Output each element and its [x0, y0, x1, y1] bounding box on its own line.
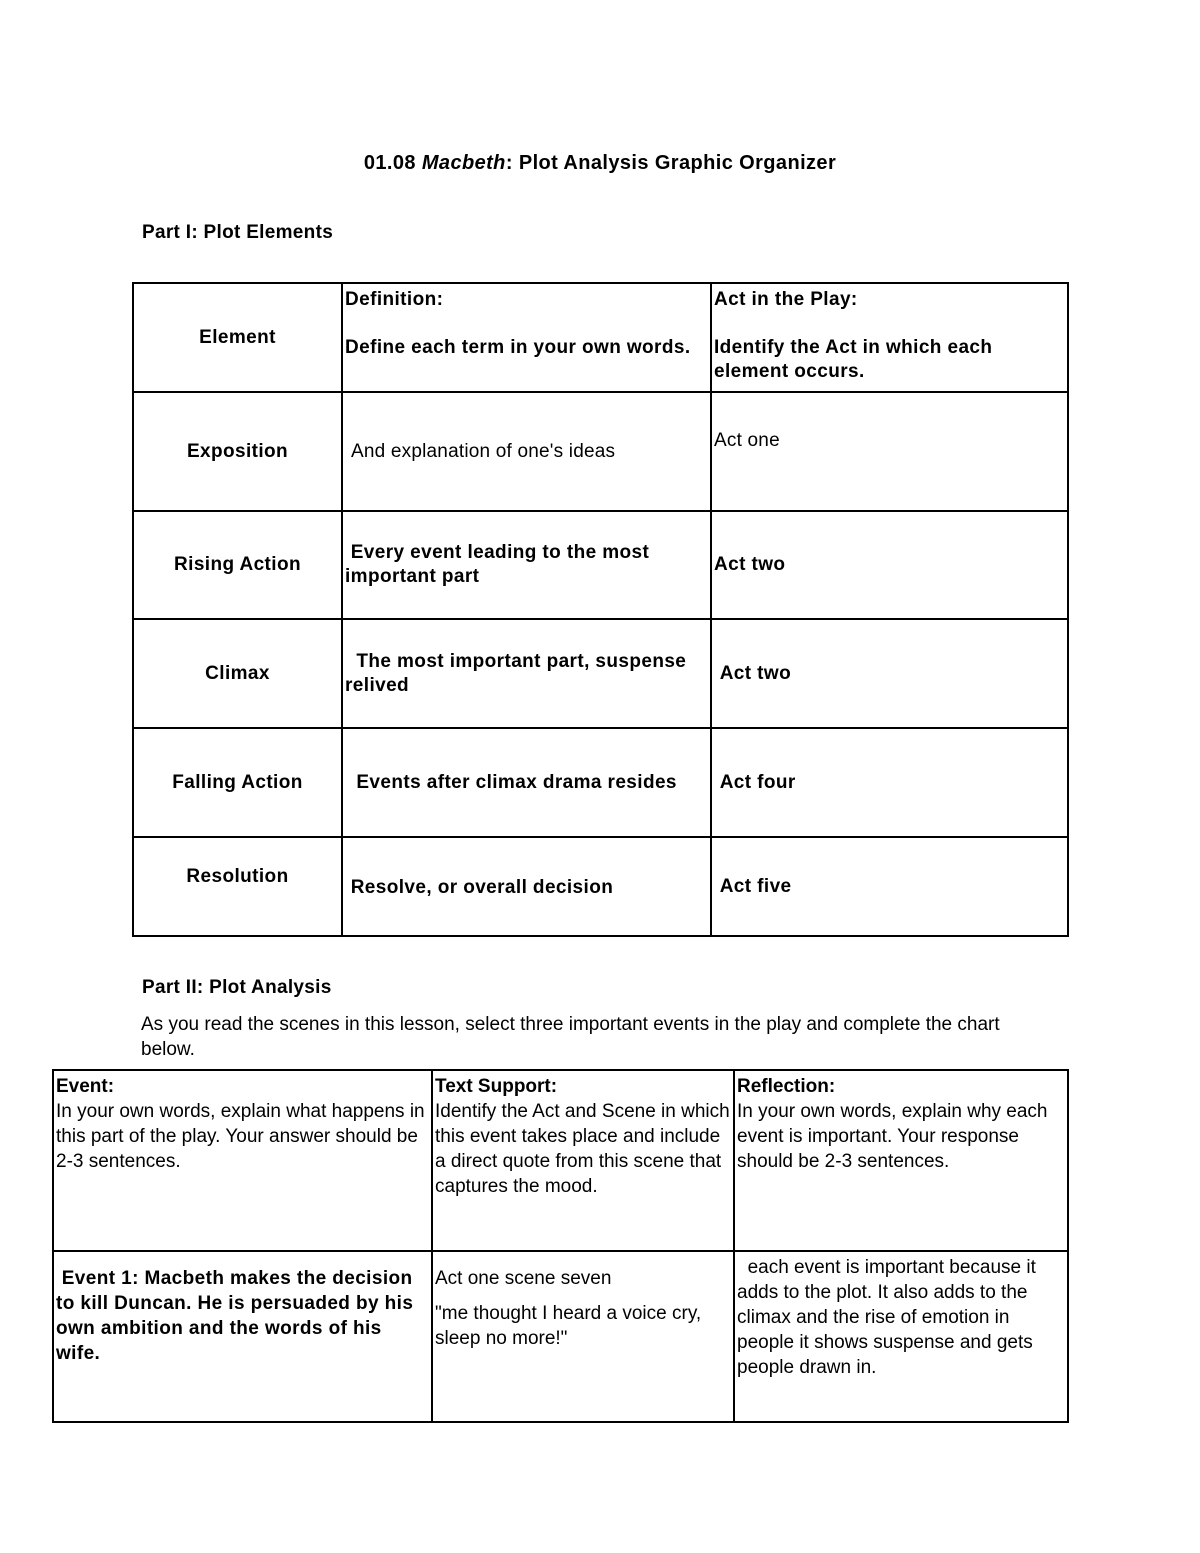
header-definition	[342, 283, 711, 392]
header-definition-instruction: Define each term in your own words.	[345, 337, 691, 358]
table-row	[133, 837, 1068, 936]
header-act	[711, 283, 1068, 392]
part1-heading: Part I: Plot Elements	[142, 222, 334, 243]
event-1-description: Event 1: Macbeth makes the decision to kill Duncan. He is persuaded by his own ambition and the words of his wife.	[53, 1251, 432, 1422]
event-1-reflection: each event is important because it adds to the plot. It also adds to the climax and the rise of emotion in people it shows suspense and gets people drawn in.	[734, 1251, 1068, 1422]
event-1-support	[432, 1251, 734, 1422]
table-header-row	[133, 283, 1068, 392]
act-exposition: Act one	[711, 392, 1068, 511]
table-row	[53, 1251, 1068, 1422]
header-event-instruction: In your own words, explain what happens in this part of the play. Your answer should be 2-3 sentences.	[56, 1101, 425, 1172]
table-row	[133, 619, 1068, 728]
header-definition-title: Definition:	[345, 289, 444, 310]
header-act-instruction: Identify the Act in which each element occurs.	[714, 337, 993, 382]
part2-heading: Part II: Plot Analysis	[142, 977, 332, 998]
event-1-location: Act one scene seven	[435, 1268, 612, 1289]
title-prefix: 01.08	[363, 152, 422, 174]
header-text-support	[432, 1070, 734, 1251]
header-reflection	[734, 1070, 1068, 1251]
table-row	[133, 392, 1068, 511]
element-falling-action: Falling Action	[133, 728, 342, 837]
header-support-title: Text Support:	[435, 1076, 558, 1097]
event-1-quote: "me thought I heard a voice cry, sleep no more!"	[435, 1303, 702, 1349]
act-falling-action: Act four	[711, 728, 1068, 837]
element-exposition: Exposition	[133, 392, 342, 511]
header-event-title: Event:	[56, 1076, 115, 1097]
title-suffix: : Plot Analysis Graphic Organizer	[505, 152, 837, 174]
page-title	[0, 152, 1200, 175]
definition-resolution: Resolve, or overall decision	[342, 837, 711, 936]
definition-falling-action: Events after climax drama resides	[342, 728, 711, 837]
header-element: Element	[133, 283, 342, 392]
element-resolution: Resolution	[133, 837, 342, 936]
act-rising-action: Act two	[711, 511, 1068, 619]
header-reflection-instruction: In your own words, explain why each event is important. Your response should be 2-3 sentences.	[737, 1101, 1048, 1172]
plot-analysis-table	[52, 1069, 1069, 1423]
element-climax: Climax	[133, 619, 342, 728]
header-event	[53, 1070, 432, 1251]
header-act-title: Act in the Play:	[714, 289, 858, 310]
definition-rising-action: Every event leading to the most important part	[342, 511, 711, 619]
table-row	[133, 511, 1068, 619]
definition-climax: The most important part, suspense relived	[342, 619, 711, 728]
header-reflection-title: Reflection:	[737, 1076, 836, 1097]
definition-exposition: And explanation of one's ideas	[342, 392, 711, 511]
act-climax: Act two	[711, 619, 1068, 728]
table-row	[133, 728, 1068, 837]
plot-elements-table	[132, 282, 1069, 937]
header-support-instruction: Identify the Act and Scene in which this event takes place and include a direct quote from this scene that captures the mood.	[435, 1101, 730, 1197]
title-italic: Macbeth	[421, 152, 506, 174]
part2-intro: As you read the scenes in this lesson, select three important events in the play and complete the chart below.	[141, 1014, 1000, 1060]
act-resolution: Act five	[711, 837, 1068, 936]
table-header-row	[53, 1070, 1068, 1251]
element-rising-action: Rising Action	[133, 511, 342, 619]
